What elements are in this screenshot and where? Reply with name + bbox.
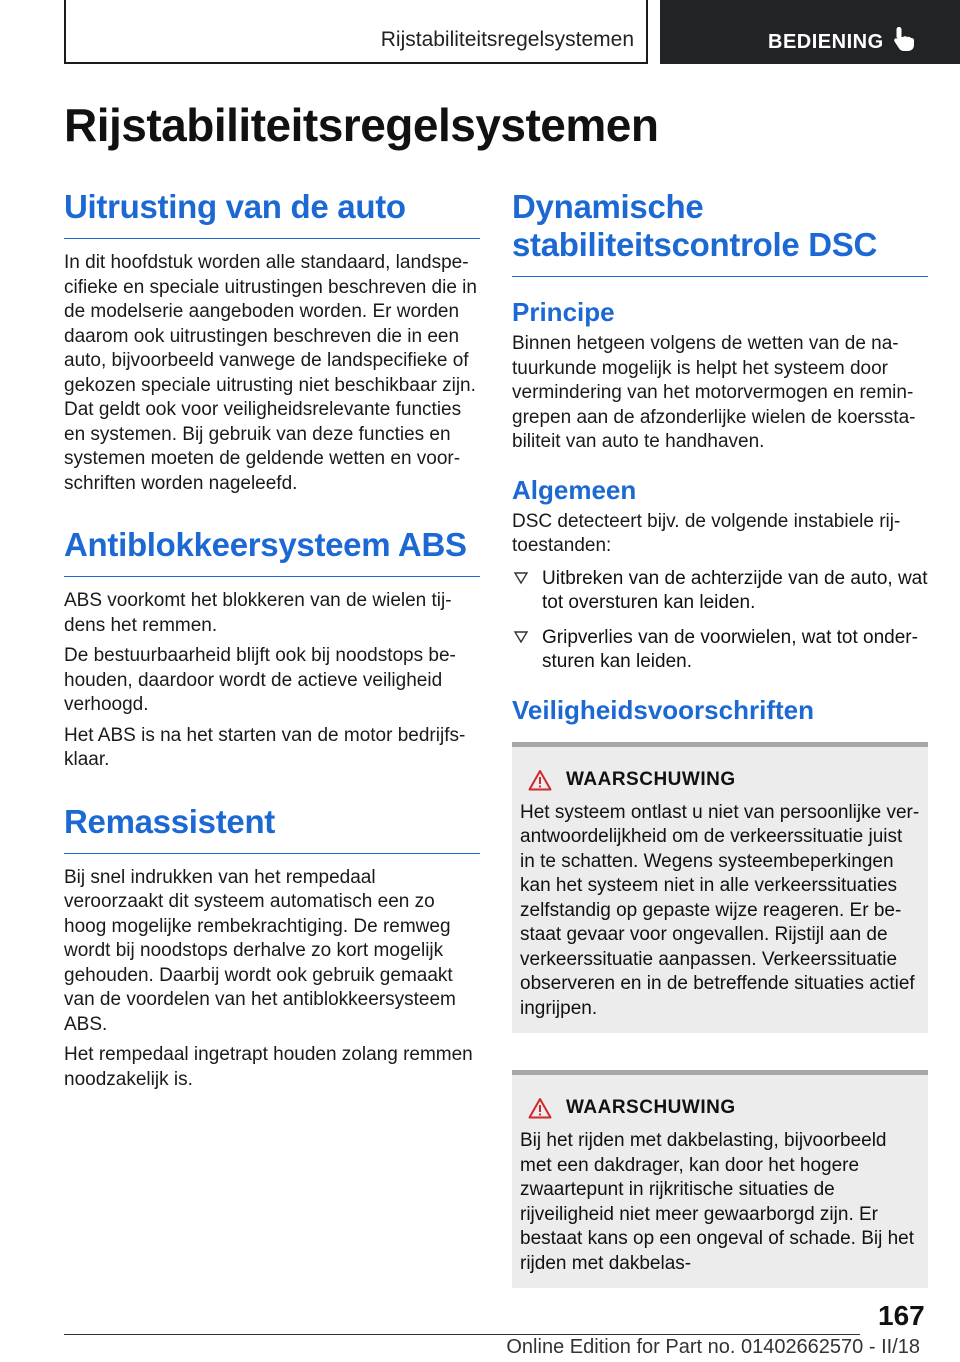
paragraph: Bij snel indrukken van het rempedaal veroorzaakt dit systeem automatisch een zo hoog mogelijke rembekrachtiging. De remweg wordt bij noodstops derhalve zo kort mogelijk gehouden. Daarbij wordt ook gebruik gemaakt van de voordelen van het antiblokkeersysteem ABS. [64, 866, 456, 1035]
paragraph: ABS voorkomt het blokkeren van de wielen tijdens het remmen. [64, 590, 452, 636]
warning-box-2 [512, 1070, 928, 1274]
triangle-bullet-icon [514, 571, 528, 585]
warning-text: Het systeem ontlast u niet van persoonlijke verantwoordelijkheid om de verkeerssituatie juist in te schatten. Wegens systeembeperkingen kan het systeem niet in alle verkeerssituaties zelfstandig op gepaste wijze reageren. Er bestaat gevaar voor ongevallen. Rijstijl aan de verkeerssituatie aanpassen. Verkeerssituatie observeren en in de betreffende situaties actief ingrijpen. [520, 801, 920, 1019]
list-item-text: Gripverlies van de voorwielen, wat tot ondersturen kan leiden. [542, 626, 918, 672]
paragraph: In dit hoofdstuk worden alle standaard, landspecifieke en speciale uitrustingen beschreven die in de modelserie aangeboden worden. Er worden daarom ook uitrustingen beschreven die in een auto, bijvoorbeeld vanwege de landspecifieke of gekozen speciale uitrusting niet beschikbaar zijn. Dat geldt ook voor veiligheidsrelevante functies en systemen. Bij gebruik van deze functies en systemen moeten de geldende wetten en voorschriften worden nageleefd. [64, 252, 477, 494]
warning-label: WAARSCHUWING [566, 768, 736, 790]
warning-header [528, 769, 920, 791]
header-chapter-title: BEDIENING [768, 31, 884, 53]
left-column [64, 188, 480, 1122]
running-header-section [64, 0, 648, 64]
list-item [512, 567, 928, 616]
paragraph: De bestuurbaarheid blijft ook bij noodstops behouden, daardoor wordt de actieve veiligheid verhoogd. [64, 645, 456, 715]
bullet-list [512, 567, 928, 675]
triangle-bullet-icon [514, 630, 528, 644]
warning-label: WAARSCHUWING [566, 1097, 736, 1118]
subheading-general: Algemeen [512, 474, 637, 505]
right-column [512, 188, 928, 1033]
list-item [512, 626, 928, 675]
heading-abs: Antiblokkeersysteem ABS [64, 526, 480, 577]
paragraph: Het ABS is na het starten van de motor bedrijfsklaar. [64, 724, 466, 770]
warning-triangle-icon [528, 769, 552, 791]
warning-box [512, 742, 928, 1034]
warning-header [528, 1097, 920, 1119]
header-section-title: Rijstabiliteitsregelsystemen [380, 28, 634, 51]
heading-brake-assist: Remassistent [64, 803, 480, 854]
footer-divider [64, 1334, 860, 1335]
warning-text: Bij het rijden met dakbelasting, bijvoorbeeld met een dakdrager, kan door het hogere zwaartepunt in rijkritische situaties de rijveiligheid niet meer gewaarborgd zijn. Er bestaat kans op een ongeval of schade. Bij het rijden met dakbelas- [520, 1130, 914, 1274]
heading-equipment: Uitrusting van de auto [64, 188, 480, 239]
page-number: 167 [878, 1300, 925, 1331]
paragraph: DSC detecteert bijv. de volgende instabiele rijtoestanden: [512, 510, 901, 556]
section-brake-assist [64, 803, 480, 1093]
heading-dsc: Dynamische stabiliteitscontrole DSC [512, 188, 928, 277]
list-item-text: Uitbreken van de achterzijde van de auto, wat tot oversturen kan leiden. [542, 567, 928, 613]
warning-box [512, 1070, 928, 1288]
section-equipment [64, 188, 480, 496]
section-abs [64, 526, 480, 773]
warning-triangle-icon [528, 1097, 552, 1119]
paragraph: Het rempedaal ingetrapt houden zolang remmen noodzakelijk is. [64, 1044, 473, 1090]
subheading-safety: Veiligheidsvoorschriften [512, 694, 814, 725]
footer-edition: Online Edition for Part no. 01402662570 - II/18 [506, 1336, 920, 1358]
paragraph: Binnen hetgeen volgens de wetten van de natuurkunde mogelijk is helpt het systeem door vermindering van het motorvermogen en remingrepen aan de afzonderlijke wielen de koersstabiliteit van auto te handhaven. [512, 333, 916, 452]
subheading-principle: Principe [512, 297, 615, 327]
page-title: Rijstabiliteitsregelsystemen [64, 99, 659, 151]
pointing-hand-icon [890, 24, 918, 52]
